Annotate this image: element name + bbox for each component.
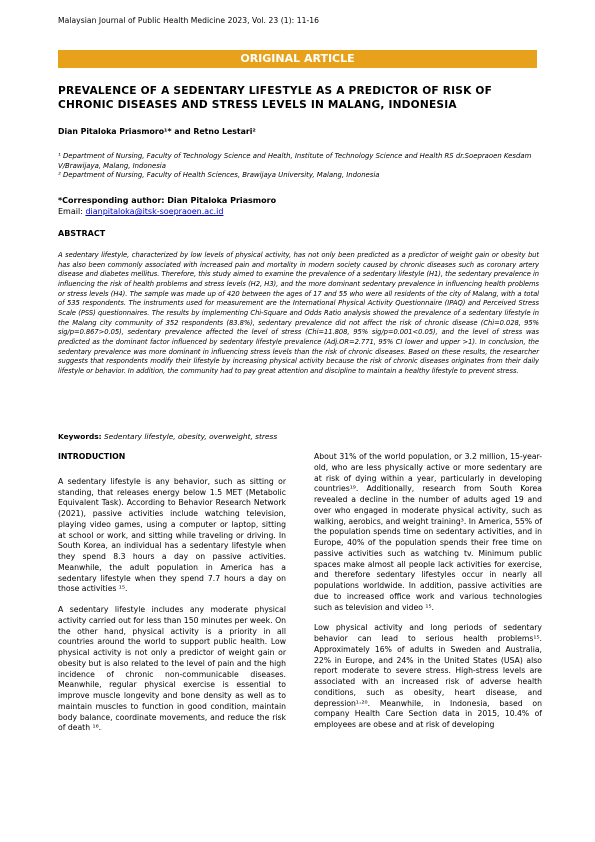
email-link[interactable]: dianpitaloka@itsk-soepraoen.ac.id (85, 207, 224, 216)
keywords-label: Keywords: (58, 432, 102, 441)
left-column (58, 452, 286, 744)
abstract-heading: ABSTRACT (58, 229, 106, 238)
keywords (58, 432, 538, 441)
affiliation-1: ¹ Department of Nursing, Faculty of Technology Science and Health, Institute of Technology Science and Health RS dr.Soepraoen Kesdam V/Brawijaya, Malang, Indonesia (58, 152, 532, 170)
corresponding-author: *Corresponding author: Dian Pitaloka Priasmoro (58, 196, 277, 205)
introduction-heading: INTRODUCTION (58, 452, 126, 461)
body-paragraph: A sedentary lifestyle includes any moderate physical activity carried out for less than 150 minutes per week. On the other hand, physical activity is a priority in all countries around the world to support public health. Low physical activity is not only a predictor of weight gain or obesity but is also related to the level of pain and the high incidence of chronic non-communicable diseases. Meanwhile, regular physical exercise is essential to improve muscle longevity and bone density as well as to maintain muscles to function in good condition, maintain body balance, coordinate movements, and reduce the risk of death ¹⁶. (58, 605, 286, 733)
affiliation-2: ² Department of Nursing, Faculty of Health Sciences, Brawijaya University, Malang, Indonesia (58, 171, 380, 179)
email-label: Email: (58, 207, 86, 216)
journal-header: Malaysian Journal of Public Health Medicine 2023, Vol. 23 (1): 11-16 (58, 16, 320, 25)
keywords-text: Sedentary lifestyle, obesity, overweight, stress (103, 432, 278, 441)
paper-title: PREVALENCE OF A SEDENTARY LIFESTYLE AS A PREDICTOR OF RISK OF CHRONIC DISEASES AND STRESS LEVELS IN MALANG, INDONESIA (58, 85, 493, 111)
abstract-text: A sedentary lifestyle, characterized by low levels of physical activity, has not only been predicted as a predictor of weight gain or obesity but has also been commonly associated with increased pain and mortality in modern society caused by chronic diseases such as coronary artery disease and diabetes mellitus. Therefore, this study aimed to examine the prevalence of a sedentary lifestyle (H1), the sedentary prevalence in influencing the risk of health problems and stress levels (H2, H3), and the more dominant sedentary prevalence in influencing health problems or stress levels (H4). The sample was made up of 420 between the ages of 17 and 55 who were all residents of the city of Malang, with a total of 535 respondents. The instruments used for measurement are the International Physical Activity Questionnaire (IPAQ) and Perceived Stress Scale (PSS) questionnaires. The results by implementing Chi-Square and Odds Ratio analysis showed the prevalence of a sedentary lifestyle in the Malang city community of 352 respondents (83.8%), sedentary prevalence did not affect the risk of chronic disease (Chi=0.028, 95% sig/p=0.867>0.05), sedentary prevalence affected the level of stress (Chi=11.808, 95% sig/p=0.001<0.05), and the level of stress was predicted as the dominant factor influenced by sedentary lifestyle prevalence (Adj.OR=2.771, 95% CI lower and upper >1). In conclusion, the sedentary prevalence was more dominant in influencing stress levels than the risk of chronic diseases. Based on these results, the researcher suggests that respondents modify their lifestyle by increasing physical activity because the risk of chronic diseases originates from their daily lifestyle or behavior. In addition, the community had to pay great attention and discipline to maintain a healthy lifestyle to prevent stress. (58, 251, 539, 375)
author-list: Dian Pitaloka Priasmoro¹* and Retno Lestari² (58, 127, 256, 136)
article-type-banner: ORIGINAL ARTICLE (58, 50, 537, 68)
right-column (314, 452, 542, 741)
correspondence (58, 195, 276, 217)
body-paragraph: Low physical activity and long periods of sedentary behavior can lead to serious health problems¹⁵. Approximately 16% of adults in Sweden and Australia, 22% in Europe, and 24% in the United States (USA) also report moderate to severe stress. High-stress levels are associated with an increased risk of adverse health conditions, such as obesity, heart disease, and depression¹·²⁰. Meanwhile, in Indonesia, based on company Health Care Section data in 2015, 10.4% of employees are obese and at risk of developing (314, 623, 542, 729)
body-paragraph: About 31% of the world population, or 3.2 million, 15-year-old, who are less physically active or more sedentary are at risk of dying within a year, particularly in developing countries¹⁹. Additionally, research from South Korea revealed a decline in the number of adults aged 19 and over who engaged in moderate physical activity, such as walking, aerobics, and weight training³. In America, 55% of the population spends time on sedentary activities, and in Europe, 40% of the population spends their free time on passive activities such as watching tv. Minimum public spaces make almost all people lack activities for exercise, and therefore sedentary lifestyles occur in nearly all populations worldwide. In addition, passive activities are due to increased office work and various technologies such as television and video ¹⁵. (314, 452, 542, 612)
body-paragraph: A sedentary lifestyle is any behavior, such as sitting or standing, that releases energy below 1.5 MET (Metabolic Equivalent Task). According to Behavior Research Network (2021), passive activities include watching television, playing video games, using a computer or laptop, sitting at school or work, and sitting while traveling or driving. In South Korea, an individual has a sedentary lifestyle when they spend 8.3 hours a day on passive activities. Meanwhile, the adult population in America has a sedentary lifestyle when they spend 7.7 hours a day on those activities ¹⁵. (58, 476, 286, 594)
email-line (58, 206, 276, 217)
